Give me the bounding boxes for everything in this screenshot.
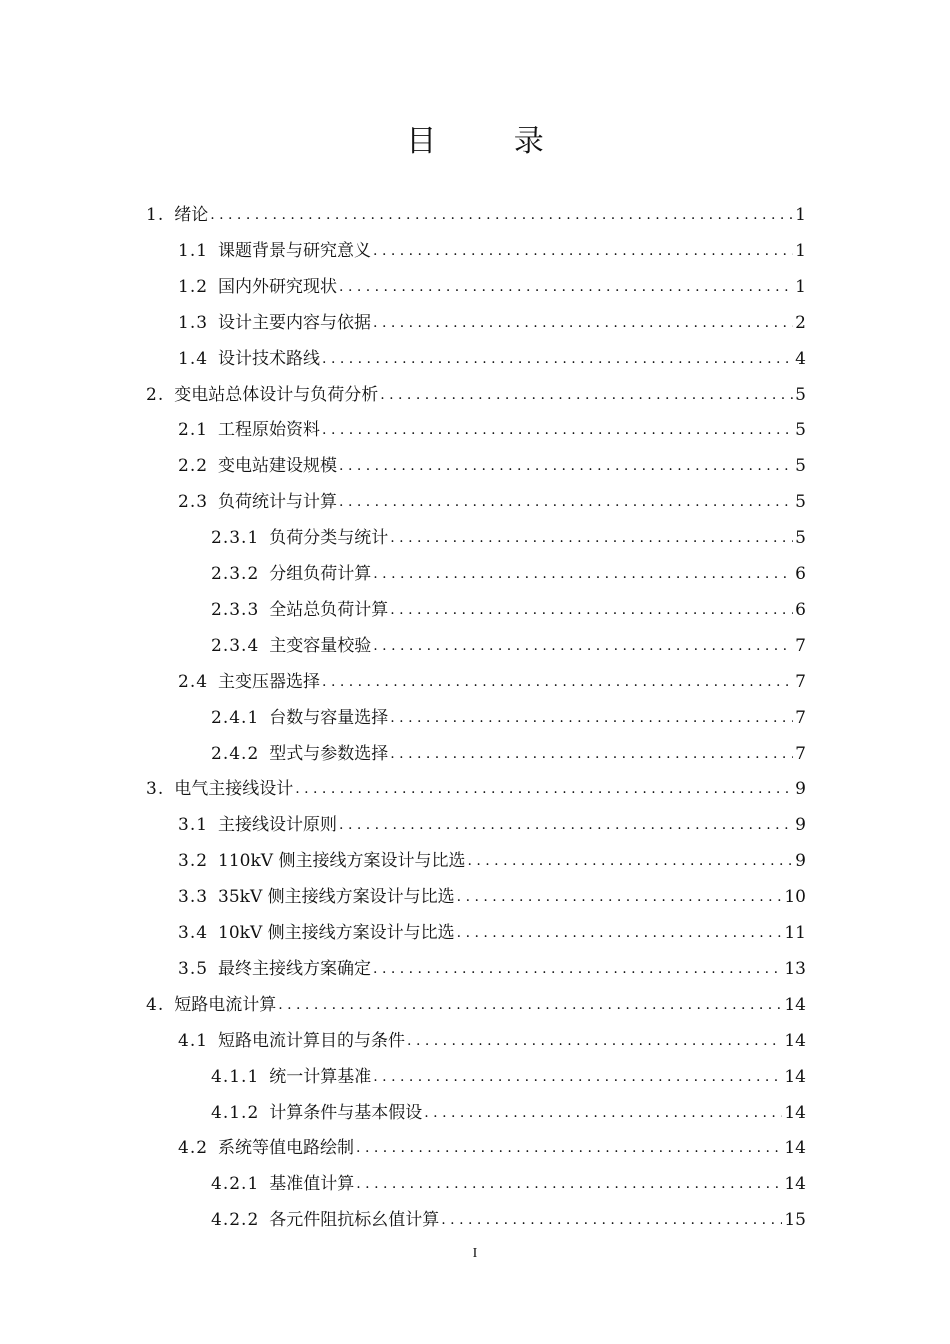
toc-entry-page-number: 4 (795, 348, 806, 369)
toc-entry[interactable] (178, 405, 806, 441)
toc-dot-leader (210, 204, 793, 226)
toc-entry-number: 1.4 (178, 348, 209, 369)
toc-entry-number: 2. (146, 384, 165, 405)
toc-entry[interactable] (211, 1052, 806, 1088)
toc-entry-title: 10kV 侧主接线方案设计与比选 (218, 923, 455, 943)
toc-dot-leader (467, 850, 793, 872)
toc-entry[interactable] (178, 908, 806, 944)
toc-entry[interactable] (178, 441, 806, 477)
toc-entry-page-number: 9 (795, 779, 806, 800)
toc-entry[interactable] (146, 370, 806, 406)
toc-dot-leader (322, 348, 793, 370)
toc-entry-page-number: 5 (795, 528, 806, 549)
toc-entry-title: 国内外研究现状 (218, 276, 338, 297)
page-title: 目 录 (406, 124, 578, 159)
toc-entry-title: 电气主接线设计 (174, 779, 294, 800)
toc-dot-leader (390, 707, 793, 729)
toc-entry-page-number: 14 (784, 1138, 806, 1159)
toc-entry[interactable] (146, 980, 806, 1016)
toc-entry-page-number: 7 (795, 635, 806, 656)
toc-entry[interactable] (178, 1123, 806, 1159)
toc-entry-page-number: 1 (795, 240, 806, 261)
toc-entry[interactable] (178, 226, 806, 262)
toc-entry-number: 4. (146, 994, 165, 1015)
toc-entry-page-number: 7 (795, 743, 806, 764)
toc-entry-page-number: 2 (795, 312, 806, 333)
toc-entry-page-number: 5 (795, 384, 806, 405)
toc-dot-leader (356, 1137, 782, 1159)
toc-entry[interactable] (211, 693, 806, 729)
toc-entry-number: 2.3.4 (211, 635, 260, 656)
toc-entry-number: 3.3 (178, 887, 209, 908)
toc-entry-title: 绪论 (174, 205, 209, 225)
toc-entry[interactable] (211, 1088, 806, 1124)
toc-entry-title: 主变压器选择 (218, 671, 321, 692)
toc-entry-title: 计算条件与基本假设 (269, 1102, 423, 1123)
toc-dot-leader (373, 563, 793, 585)
toc-entry-title: 设计技术路线 (218, 348, 321, 369)
toc-entry-page-number: 9 (795, 851, 806, 872)
toc-entry-page-number: 9 (795, 815, 806, 836)
toc-entry-title: 短路电流计算 (174, 994, 277, 1015)
toc-entry-number: 2.4.2 (211, 743, 260, 764)
toc-dot-leader (373, 958, 782, 980)
toc-dot-leader (356, 1173, 782, 1195)
toc-entry-title: 变电站建设规模 (218, 456, 338, 477)
toc-entry-title: 变电站总体设计与负荷分析 (174, 384, 379, 405)
toc-entry-page-number: 14 (784, 1102, 806, 1123)
toc-entry[interactable] (211, 585, 806, 621)
toc-entry-title: 系统等值电路绘制 (218, 1138, 355, 1159)
toc-dot-leader (322, 671, 793, 693)
toc-dot-leader (424, 1102, 782, 1124)
toc-entry[interactable] (178, 334, 806, 370)
toc-entry-title: 统一计算基准 (269, 1066, 372, 1087)
toc-entry-number: 4.2 (178, 1138, 209, 1159)
toc-entry-number: 2.4 (178, 671, 209, 692)
toc-entry-number: 4.2.1 (211, 1174, 260, 1195)
toc-entry[interactable] (178, 1016, 806, 1052)
toc-entry-page-number: 13 (784, 958, 806, 979)
toc-dot-leader (457, 922, 783, 944)
toc-entry-page-number: 5 (795, 420, 806, 441)
toc-entry-page-number: 5 (795, 492, 806, 513)
toc-dot-leader (278, 994, 782, 1016)
toc-entry-title: 分组负荷计算 (269, 564, 372, 584)
toc-entry-title: 设计主要内容与依据 (218, 312, 372, 333)
toc-dot-leader (373, 1066, 782, 1088)
toc-dot-leader (295, 778, 793, 800)
toc-dot-leader (390, 527, 793, 549)
toc-entry-number: 2.1 (178, 420, 209, 441)
toc-dot-leader (373, 240, 793, 262)
toc-entry-number: 2.3.2 (211, 564, 260, 584)
toc-entry-page-number: 6 (795, 599, 806, 620)
toc-dot-leader (407, 1030, 782, 1052)
toc-entry-page-number: 5 (795, 456, 806, 477)
toc-dot-leader (390, 743, 793, 765)
toc-entry[interactable] (178, 657, 806, 693)
toc-entry-page-number: 14 (784, 1030, 806, 1051)
toc-dot-leader (373, 635, 793, 657)
toc-entry-title: 主变容量校验 (269, 635, 372, 656)
toc-entry-page-number: 10 (784, 887, 806, 908)
toc-entry[interactable] (178, 477, 806, 513)
toc-dot-leader (339, 491, 793, 513)
toc-entry-title: 最终主接线方案确定 (218, 958, 372, 979)
toc-entry-page-number: 14 (784, 1174, 806, 1195)
toc-entry-number: 3.4 (178, 923, 209, 943)
toc-entry-number: 4.1.1 (211, 1066, 260, 1087)
toc-entry-number: 2.3.3 (211, 599, 260, 620)
toc-entry-number: 1.1 (178, 240, 209, 261)
toc-entry-title: 110kV 侧主接线方案设计与比选 (218, 851, 466, 872)
toc-entry[interactable] (178, 872, 806, 908)
toc-entry-page-number: 1 (795, 205, 806, 225)
toc-entry-title: 负荷分类与统计 (269, 528, 389, 549)
toc-entry[interactable] (211, 1159, 806, 1195)
toc-entry-title: 短路电流计算目的与条件 (218, 1030, 406, 1051)
toc-entry-number: 2.3 (178, 492, 209, 513)
toc-dot-leader (373, 312, 793, 334)
toc-entry-number: 1.2 (178, 276, 209, 297)
toc-dot-leader (339, 814, 793, 836)
page-number-footer: I (472, 1246, 478, 1261)
toc-entry[interactable] (178, 298, 806, 334)
toc-entry-number: 2.4.1 (211, 707, 260, 728)
toc-dot-leader (339, 455, 793, 477)
toc-entry-title: 主接线设计原则 (218, 815, 338, 836)
toc-entry-number: 3.5 (178, 958, 209, 979)
toc-dot-leader (390, 599, 793, 621)
toc-entry-title: 台数与容量选择 (269, 707, 389, 728)
toc-entry[interactable] (178, 800, 806, 836)
toc-entry-number: 3. (146, 779, 165, 800)
toc-entry-number: 3.1 (178, 815, 209, 836)
toc-entry[interactable] (146, 190, 806, 226)
toc-entry-number: 1.3 (178, 312, 209, 333)
toc-dot-leader (339, 276, 793, 298)
toc-entry-title: 全站总负荷计算 (269, 599, 389, 620)
toc-entry-number: 2.2 (178, 456, 209, 477)
toc-entry-number: 1. (146, 205, 165, 225)
toc-entry[interactable] (178, 262, 806, 298)
toc-entry-title: 负荷统计与计算 (218, 492, 338, 513)
toc-entry-title: 课题背景与研究意义 (218, 240, 372, 261)
toc-entry-number: 4.1.2 (211, 1102, 260, 1123)
toc-entry-number: 2.3.1 (211, 528, 260, 549)
toc-entry[interactable] (178, 944, 806, 980)
toc-entry-number: 4.1 (178, 1030, 209, 1051)
toc-entry-title: 工程原始资料 (218, 420, 321, 441)
toc-entry-title: 基准值计算 (269, 1174, 355, 1195)
toc-entry-title: 35kV 侧主接线方案设计与比选 (218, 887, 455, 908)
toc-entry-page-number: 7 (795, 671, 806, 692)
toc-entry-page-number: 14 (784, 1066, 806, 1087)
toc-entry-title: 型式与参数选择 (269, 743, 389, 764)
toc-entry[interactable] (211, 729, 806, 765)
toc-dot-leader (457, 886, 783, 908)
toc-dot-leader (322, 419, 793, 441)
toc-entry[interactable] (178, 836, 806, 872)
toc-entry[interactable] (211, 513, 806, 549)
toc-entry-page-number: 11 (784, 923, 806, 943)
toc-dot-leader (441, 1209, 782, 1231)
toc-entry[interactable] (211, 549, 806, 585)
toc-dot-leader (380, 384, 793, 406)
toc-entry-page-number: 6 (795, 564, 806, 584)
toc-entry-title: 各元件阻抗标幺值计算 (269, 1210, 440, 1231)
toc-entry[interactable] (211, 621, 806, 657)
toc-entry-page-number: 7 (795, 707, 806, 728)
toc-entry-page-number: 15 (784, 1210, 806, 1231)
toc-entry-number: 3.2 (178, 851, 209, 872)
toc-entry[interactable] (211, 1195, 806, 1231)
toc-entry-number: 4.2.2 (211, 1210, 260, 1231)
toc-entry-page-number: 1 (795, 276, 806, 297)
toc-entry[interactable] (146, 764, 806, 800)
toc-entry-page-number: 14 (784, 994, 806, 1015)
